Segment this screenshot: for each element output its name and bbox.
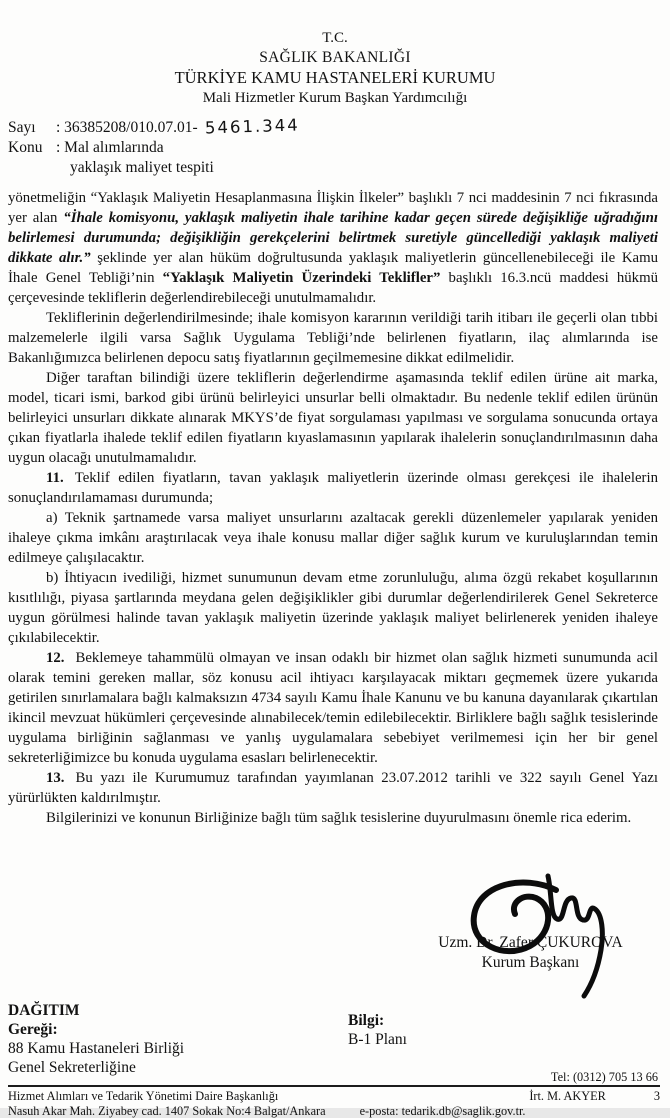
signer-title: Kurum Başkanı xyxy=(481,954,580,971)
konu-value: : Mal alımlarında xyxy=(56,139,164,156)
item-11b: b) İhtiyacın ivediliği, hizmet sunumunun devam etme zorunluluğu, alıma özgü rekabet koşullarının kısıtlılığı, piyasa şartlarında meydana gelen değişiklikler gibi durumlar değerlendirilerek Genel Sekreterce uygun görülmesi halinde tavan yaklaşık maliyetin üzerinde yaklaşık maliyet belirlenerek yeniden ihaleye çıkılabilecektir. xyxy=(8,570,658,646)
footer-telephone: Tel: (0312) 705 13 66 xyxy=(550,1070,658,1084)
footer-contact-person: İrt. M. AKYER xyxy=(529,1089,606,1103)
item-12 xyxy=(8,648,658,768)
letterhead xyxy=(0,0,670,108)
distribution-geregi-line2: Genel Sekreterliğine xyxy=(8,1059,136,1076)
teblig-heading-quote: “Yaklaşık Maliyetin Üzerindeki Teklifler” xyxy=(162,270,441,286)
item-13-text: Bu yazı ile Kurumumuz tarafından yayımlanan 23.07.2012 tarihli ve 322 sayılı Genel Yazı yürürlükten kaldırılmıştır. xyxy=(8,770,658,806)
letterhead-department: Mali Hizmetler Kurum Başkan Yardımcılığı xyxy=(202,90,468,106)
konu-value-line2: yaklaşık maliyet tespiti xyxy=(70,159,214,176)
regulation-quote: “İhale komisyonu, yaklaşık maliyetin ihale tarihine kadar geçen sürede değişikliğe uğradığını belirlemesi durumunda; değişikliğin gerekçelerini belirtmek suretiyle güncellediği yaklaşık maliyeti dikkate alır.” xyxy=(8,210,659,266)
letterhead-institution: TÜRKİYE KAMU HASTANELERİ KURUMU xyxy=(174,68,496,87)
konu-label: Konu xyxy=(8,139,43,156)
page-number: 3 xyxy=(653,1089,660,1103)
footer-divider xyxy=(8,1085,660,1087)
document-meta xyxy=(8,115,670,178)
item-11 xyxy=(8,468,658,508)
item-13-number: 13. xyxy=(46,770,65,786)
distribution-heading: DAĞITIM xyxy=(8,1002,80,1019)
konu-row xyxy=(8,138,670,158)
item-11-text: Teklif edilen fiyatların, tavan yaklaşık maliyetlerin üzerinde olması gerekçesi ile ihalelerin sonuçlandırılamaması durumunda; xyxy=(8,470,658,506)
footer-address: Nasuh Akar Mah. Ziyabey cad. 1407 Sokak No:4 Balgat/Ankara xyxy=(8,1104,326,1118)
distribution-block xyxy=(8,1001,184,1077)
distribution-geregi-label: Gereği: xyxy=(8,1021,58,1038)
letterhead-tc: T.C. xyxy=(322,30,348,46)
paragraph-mkys: Diğer taraftan bilindiği üzere tekliflerin değerlendirme aşamasında teklif edilen ürüne ait marka, model, ticari ismi, barkod gibi ürünü belirleyici unsurlar belli olmaktadır. Bu nedenle teklif edilen ürünün belirleyici unsurları dikkate alınarak MKYS’de fiyat sorgulaması yapılması ve sorgulama sonucunda ortaya çıkan fiyatlarla ihalede teklif edilen fiyatların kıyaslamasının yapılarak ihalelerin sonuçlandırılmasının daha uygun olacağı unutulmamalıdır. xyxy=(8,370,658,466)
paragraph-continuation-mid: şeklinde yer alan hüküm doğrultusunda yaklaşık maliyetlerin güncellenebileceği ile Kamu İhale Genel Tebliği’nin xyxy=(8,250,658,286)
item-11-number: 11. xyxy=(46,470,64,486)
paragraph-continuation-pre: yönetmeliğin “Yaklaşık Maliyetin Hesaplanmasına İlişkin İlkeler” başlıklı 7 nci maddesinin 7 nci fıkrasında yer alan xyxy=(8,190,658,226)
closing-paragraph: Bilgilerinizi ve konunun Birliğinize bağlı tüm sağlık tesislerine duyurulmasını önemle rica ederim. xyxy=(46,810,632,826)
page-footer xyxy=(8,1070,660,1118)
footer-row-1 xyxy=(8,1089,660,1103)
distribution-geregi-line1: 88 Kamu Hastaneleri Birliği xyxy=(8,1040,185,1057)
letterhead-ministry: SAĞLIK BAKANLIĞI xyxy=(259,49,411,66)
letter-body xyxy=(8,188,658,828)
paragraph-evaluation: Tekliflerinin değerlendirilmesinde; ihale komisyon kararının verildiği tarih itibarı ile geçerli olan tıbbi malzemelerle ilgili varsa Sağlık Uygulama Tebliği’nde belirlenen fiyatların, ilaç alımlarında ise Bakanlığımızca belirlenen depocu satış fiyatlarının geçilmemesine dikkat edilmelidir. xyxy=(8,310,658,366)
sayi-value: : 36385208/010.07.01- xyxy=(56,119,198,136)
footer-email: e-posta: tedarik.db@saglik.gov.tr. xyxy=(359,1104,526,1118)
item-12-number: 12. xyxy=(46,650,65,666)
signature-mark-icon xyxy=(452,872,624,1000)
info-value: B-1 Planı xyxy=(348,1031,407,1048)
info-label: Bilgi: xyxy=(348,1012,385,1029)
item-11a: a) Teknik şartnamede varsa maliyet unsurlarını azaltacak gerekli düzenlemeler yapılarak yeniden ihaleye çıkma imkânı araştırılacak veya ihale konusu mallar diğer sağlık kurum ve kuruluşlarından temin edilmeye çalışılacaktır. xyxy=(8,510,658,566)
item-13 xyxy=(8,768,658,808)
item-12-text: Beklemeye tahammülü olmayan ve insan odaklı bir hizmet olan sağlık hizmeti sunumunda acil olarak temini gereken mallar, söz konusu acil ihtiyacı karşılayacak miktarı geçmemek üzere yukarıda getirilen sınırlamalara bağlı kalmaksızın 4734 sayılı Kamu İhale Kanunu ve bu kanuna dayanılarak çıkartılan ikincil mevzuat hükümleri çerçevesinde alınabilecek/temin edilebilecektir. Birliklere bağlı sağlık tesislerinde uygulama birliğinin sağlanması ve yanlış uygulamalara sebebiyet verilmemesi için her bir genel sekreterliğimizce bu konuda uygulama esasları belirlenecektir. xyxy=(8,650,658,766)
footer-department: Hizmet Alımları ve Tedarik Yönetimi Daire Başkanlığı xyxy=(8,1089,279,1103)
sayi-label: Sayı xyxy=(8,119,36,136)
sayi-row xyxy=(8,115,670,138)
info-block xyxy=(348,1011,407,1049)
signer-name: Uzm. Dr. Zafer ÇUKUROVA xyxy=(438,934,623,951)
sayi-handwritten-number: 5461.344 xyxy=(204,115,300,138)
paragraph-continuation-post: başlıklı 16.3.ncü maddesi hükmü çerçevesinde tekliflerin değerlendirebileceği unutulmamalıdır. xyxy=(8,270,658,306)
footer-row-2 xyxy=(8,1104,660,1118)
paragraph-continuation xyxy=(8,188,658,308)
